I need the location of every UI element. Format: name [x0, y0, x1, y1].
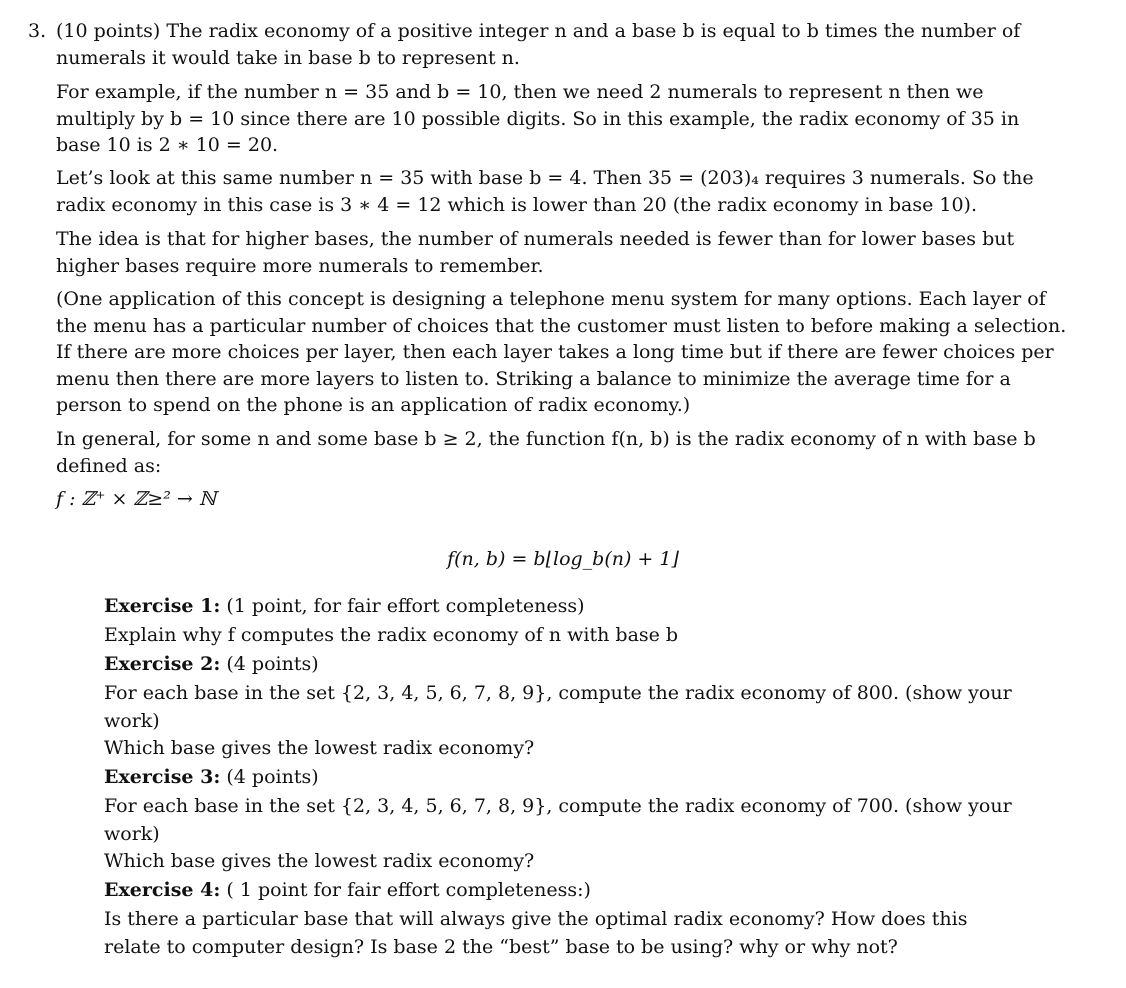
problem-number: 3. [28, 20, 47, 42]
exercise-line: relate to computer design? Is base 2 the “best” base to be using? why or why not? [104, 936, 898, 958]
paragraph-application [56, 286, 1067, 419]
exercise-1-heading [104, 592, 1004, 621]
exercise-title: Exercise 2: [104, 653, 221, 675]
paragraph-line: base 10 is 2 ∗ 10 = 20. [56, 134, 279, 156]
paragraph-line: If there are more choices per layer, then each layer takes a long time but if there are fewer choices per [56, 341, 1054, 363]
exercise-title: Exercise 3: [104, 766, 221, 788]
paragraph-example-base4 [56, 165, 1032, 218]
function-mapping: f : ℤ⁺ × ℤ≥² → ℕ [56, 488, 217, 510]
paragraph-line: Let’s look at this same number n = 35 with base b = 4. Then 35 = (203)₄ requires 3 numerals. So the [56, 167, 1034, 189]
exercise-3-heading [104, 763, 1004, 792]
paragraph-example-base10 [56, 79, 1032, 159]
exercise-points: ( 1 point for fair effort completeness:) [220, 879, 591, 901]
intro-line: (10 points) The radix economy of a positive integer n and a base b is equal to b times the number of [56, 20, 1021, 42]
intro-line: numerals it would take in base b to represent n. [56, 46, 520, 69]
paragraph-line: (One application of this concept is designing a telephone menu system for many options. Each layer of [56, 288, 1046, 310]
exercise-line: work) [104, 710, 160, 732]
paragraph-line: higher bases require more numerals to remember. [56, 254, 544, 277]
exercise-points: (4 points) [220, 766, 319, 788]
problem-intro [56, 18, 1032, 71]
exercise-line: work) [104, 823, 160, 845]
paragraph-line: menu then there are more layers to listen to. Striking a balance to minimize the average time for a [56, 367, 1011, 390]
paragraph-line: The idea is that for higher bases, the number of numerals needed is fewer than for lower bases but [56, 228, 1015, 250]
exercise-line: For each base in the set {2, 3, 4, 5, 6, 7, 8, 9}, compute the radix economy of 700. (show your [104, 795, 1012, 817]
formula: f(n, b) = b⌊log_b(n) + 1⌋ [447, 548, 679, 570]
paragraph-general [56, 426, 1036, 479]
paragraph-idea [56, 226, 1032, 279]
exercise-points: (4 points) [220, 653, 319, 675]
paragraph-line: person to spend on the phone is an application of radix economy.) [56, 394, 691, 416]
paragraph-line: the menu has a particular number of choices that the customer must listen to before making a selection. [56, 314, 1067, 337]
exercise-line: Which base gives the lowest radix economy? [104, 737, 535, 759]
exercises-list [104, 592, 1012, 960]
paragraph-line: In general, for some n and some base b ≥ 2, the function f(n, b) is the radix economy of n with base b [56, 428, 1036, 450]
exercise-2-heading [104, 650, 1004, 679]
exercise-line: Which base gives the lowest radix economy? [104, 850, 535, 872]
paragraph-line: defined as: [56, 454, 162, 477]
exercise-4-heading [104, 876, 1004, 905]
paragraph-line: radix economy in this case is 3 ∗ 4 = 12 which is lower than 20 (the radix economy in base 10). [56, 193, 978, 216]
exercise-line: For each base in the set {2, 3, 4, 5, 6, 7, 8, 9}, compute the radix economy of 800. (show your [104, 682, 1012, 704]
exercise-line: Explain why f computes the radix economy of n with base b [104, 624, 679, 646]
paragraph-line: multiply by b = 10 since there are 10 possible digits. So in this example, the radix economy of 35 in [56, 107, 1020, 130]
exercise-title: Exercise 4: [104, 879, 221, 901]
paragraph-line: For example, if the number n = 35 and b = 10, then we need 2 numerals to represent n then we [56, 81, 984, 103]
exercise-line: Is there a particular base that will always give the optimal radix economy? How does this [104, 908, 968, 930]
exercise-points: (1 point, for fair effort completeness) [220, 595, 585, 617]
exercise-title: Exercise 1: [104, 595, 221, 617]
